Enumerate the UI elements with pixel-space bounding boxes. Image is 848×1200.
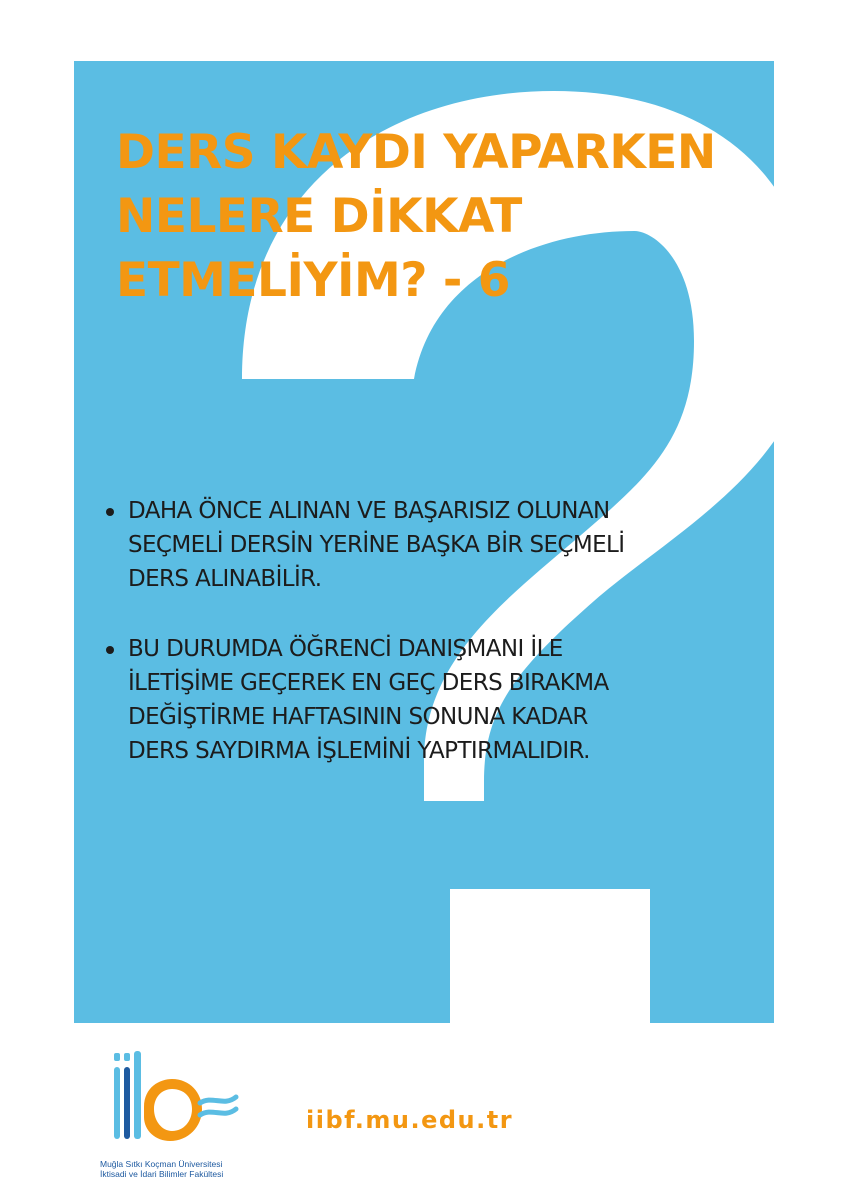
bullet-text-line: DERS ALINABİLİR. [128,566,322,592]
bullet-text-line: DEĞİŞTİRME HAFTASININ SONUNA KADAR [128,704,588,730]
faculty-logo [100,1047,250,1187]
list-item [106,632,746,768]
logo-caption-line: İktisadi ve İdari Bilimler Fakültesi [100,1169,224,1179]
iibf-logo-icon [100,1047,250,1157]
website-link[interactable]: iibf.mu.edu.tr [306,1106,514,1134]
bullet-list [106,494,746,804]
page-title [116,121,756,313]
bullet-dot-icon [106,646,114,654]
content-panel [74,61,774,1023]
title-line-3: ETMELİYİM? - 6 [116,253,510,308]
logo-caption [100,1159,250,1179]
bullet-text-line: DAHA ÖNCE ALINAN VE BAŞARISIZ OLUNAN [128,498,610,524]
title-line-2: NELERE DİKKAT [116,189,522,244]
bullet-text-line: DERS SAYDIRMA İŞLEMİNİ YAPTIRMALIDIR. [128,738,590,764]
logo-caption-line: Muğla Sıtkı Koçman Üniversitesi [100,1159,223,1169]
bullet-text-line: İLETİŞİME GEÇEREK EN GEÇ DERS BIRAKMA [128,670,609,696]
list-item [106,494,746,596]
bullet-text-line: BU DURUMDA ÖĞRENCİ DANIŞMANI İLE [128,636,563,662]
bullet-dot-icon [106,508,114,516]
title-line-1: DERS KAYDI YAPARKEN [116,125,716,180]
bullet-text-line: SEÇMELİ DERSİN YERİNE BAŞKA BİR SEÇMELİ [128,532,625,558]
